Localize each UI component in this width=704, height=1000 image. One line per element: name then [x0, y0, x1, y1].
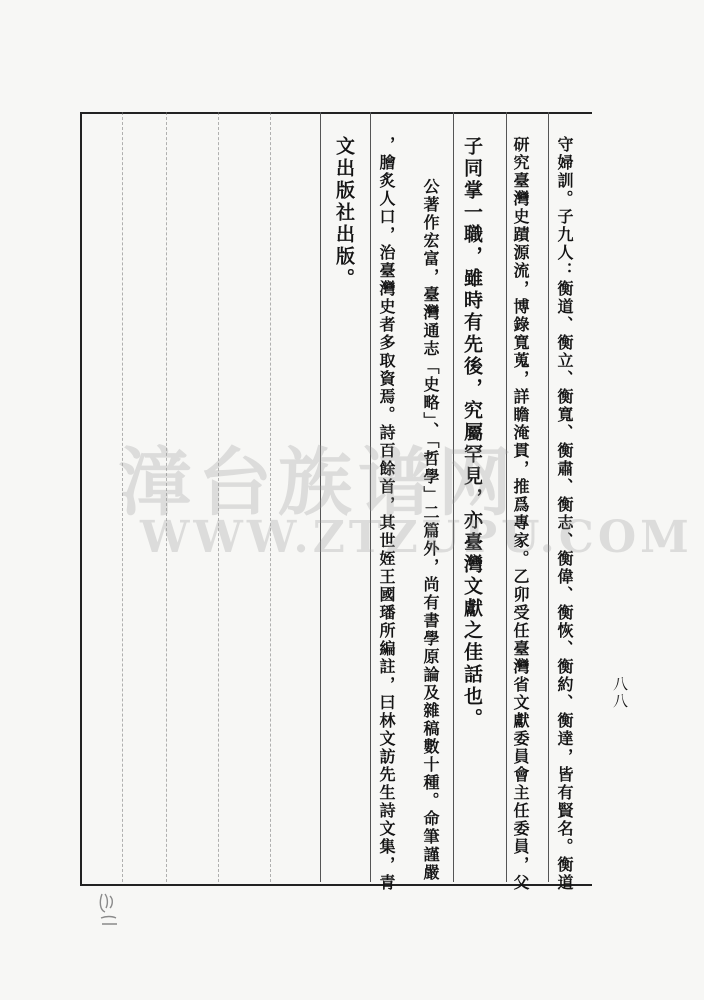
- watermark-url: WWW.ZTZUPU.COM: [140, 512, 693, 563]
- text-column-2: 研究臺灣史蹟源流，博錄寬蒐，詳瞻淹貫，推爲專家。乙卯受任臺灣省文獻委員會主任委員，父: [511, 136, 530, 892]
- text-column-3: 子同掌一職，雖時有先後，究屬罕見，亦臺灣文獻之佳話也。: [461, 136, 483, 730]
- text-column-5: ，膾炙人口，治臺灣史者多取資焉。詩百餘首，其世姪王國璠所編註，曰林文訪先生詩文集，青: [377, 136, 396, 892]
- text-column-4: 公著作宏富，臺灣通志「史略」、「哲學」二篇外，尚有書學原論及雜稿數十種。命筆謹嚴: [421, 178, 440, 882]
- page-number: 八八: [611, 676, 629, 710]
- watermark-chinese: 漳台族谱网: [118, 440, 518, 526]
- text-column-1: 守婦訓。子九人：衡道、衡立、衡寬、衡肅、衡志、衡偉、衡恢、衡約、衡達，皆有賢名。衡道: [555, 136, 574, 892]
- column-rule: [548, 112, 549, 882]
- text-column-6: 文出版社出版。: [333, 136, 355, 290]
- handwritten-mark: [96, 888, 122, 930]
